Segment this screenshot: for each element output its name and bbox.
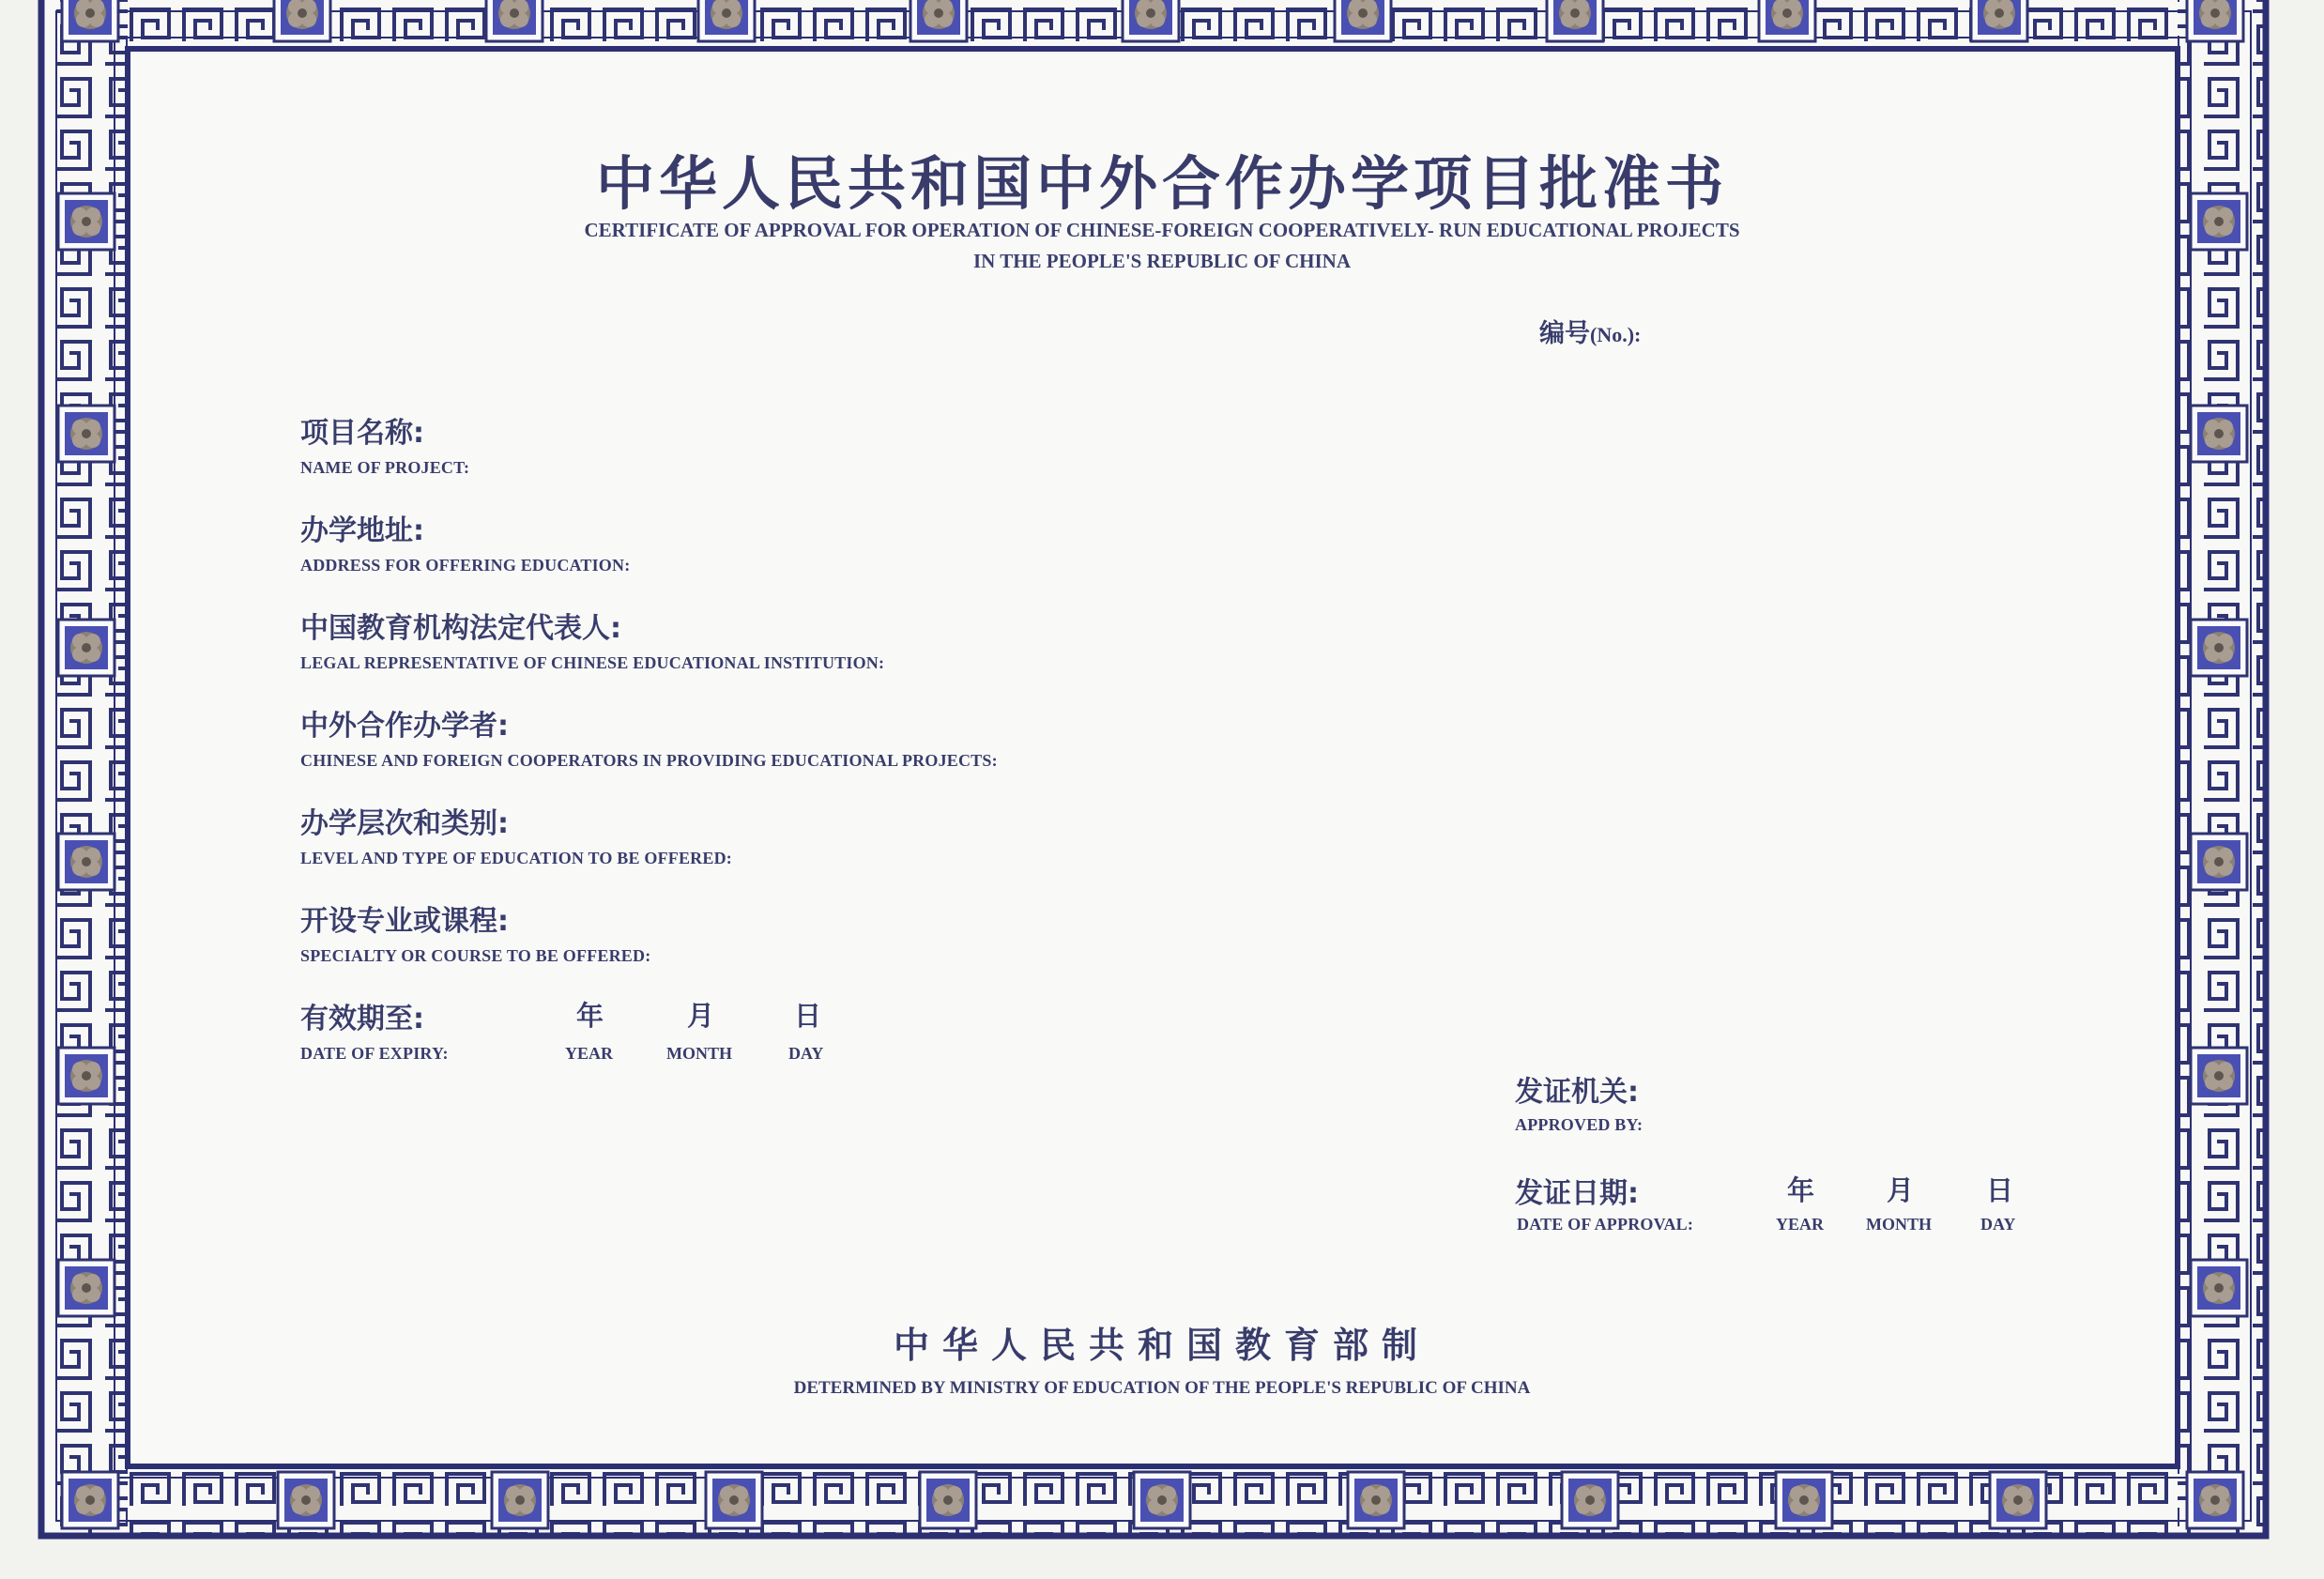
field-legal-representative-en: LEGAL REPRESENTATIVE OF CHINESE EDUCATIONAL INSTITUTION: (300, 653, 885, 672)
field-education-level-en: LEVEL AND TYPE OF EDUCATION TO BE OFFERED: (300, 849, 732, 867)
approval-date-cn: 发证日期: (1515, 1177, 1639, 1210)
field-education-level-cn: 办学层次和类别: (300, 807, 509, 840)
approval-day-en: DAY (1980, 1215, 2016, 1234)
border-medallion (2191, 620, 2247, 676)
border-medallion (2187, 0, 2243, 41)
expiry-day-en: DAY (788, 1044, 824, 1063)
certificate-title-cn: 中华人民共和国中外合作办学项目批准书 (595, 149, 1728, 218)
approved-by-en: APPROVED BY: (1515, 1115, 1644, 1134)
border-medallion (2187, 1472, 2243, 1528)
border-medallion (62, 0, 118, 41)
border-medallion (910, 0, 967, 41)
field-address-cn: 办学地址: (300, 514, 424, 547)
border-medallion (486, 0, 543, 41)
border-medallion (492, 1472, 548, 1528)
certificate-number-label (1539, 313, 1641, 349)
border-medallion (58, 1260, 115, 1316)
expiry-year-en: YEAR (565, 1044, 614, 1063)
number-label-cn: 编号 (1539, 319, 1590, 348)
border-medallion (2191, 1260, 2247, 1316)
field-expiry-en: DATE OF EXPIRY: (300, 1044, 449, 1063)
field-address-en: ADDRESS FOR OFFERING EDUCATION: (300, 556, 631, 575)
border-medallion (58, 834, 115, 890)
certificate-title-en-line2: IN THE PEOPLE'S REPUBLIC OF CHINA (973, 250, 1351, 272)
expiry-month-cn: 月 (687, 1000, 715, 1032)
approval-month-en: MONTH (1866, 1215, 1932, 1234)
border-medallion (1990, 1472, 2046, 1528)
certificate-title-en-line1: CERTIFICATE OF APPROVAL FOR OPERATION OF CHINESE-FOREIGN COOPERATIVELY- RUN EDUCATIONAL PROJECTS (584, 219, 1740, 241)
approval-year-cn: 年 (1787, 1174, 1815, 1206)
number-label-en: (No.): (1590, 323, 1642, 346)
expiry-month-en: MONTH (666, 1044, 732, 1063)
approval-day-cn: 日 (1986, 1174, 2014, 1206)
border-medallion (1562, 1472, 1618, 1528)
field-cooperators-cn: 中外合作办学者: (300, 710, 509, 743)
border-medallion (274, 0, 330, 41)
field-cooperators-en: CHINESE AND FOREIGN COOPERATORS IN PROVIDING EDUCATIONAL PROJECTS: (300, 751, 998, 770)
border-medallion (1134, 1472, 1190, 1528)
border-medallion (1348, 1472, 1404, 1528)
border-medallion (706, 1472, 762, 1528)
border-medallion (58, 1048, 115, 1104)
field-specialty-cn: 开设专业或课程: (300, 905, 509, 938)
field-project-name-cn: 项目名称: (300, 417, 424, 450)
field-legal-representative-cn: 中国教育机构法定代表人: (300, 612, 621, 645)
border-medallion (278, 1472, 334, 1528)
border-medallion (2191, 1048, 2247, 1104)
expiry-day-cn: 日 (794, 1000, 822, 1032)
issuer-en: DETERMINED BY MINISTRY OF EDUCATION OF THE PEOPLE'S REPUBLIC OF CHINA (793, 1378, 1531, 1398)
border-medallion (920, 1472, 976, 1528)
field-expiry-cn: 有效期至: (300, 1003, 424, 1035)
border-medallion (1776, 1472, 1832, 1528)
field-project-name-en: NAME OF PROJECT: (300, 458, 470, 477)
border-medallion (698, 0, 755, 41)
border-medallion (1759, 0, 1815, 41)
expiry-year-cn: 年 (576, 1000, 604, 1032)
approval-month-cn: 月 (1887, 1174, 1915, 1206)
approval-date-en: DATE OF APPROVAL: (1517, 1215, 1694, 1234)
border-medallion (1123, 0, 1179, 41)
issuer-cn: 中华人民共和国教育部制 (893, 1325, 1430, 1366)
border-medallion (1547, 0, 1603, 41)
border-medallion (62, 1472, 118, 1528)
border-medallion (1335, 0, 1391, 41)
border-medallion (2191, 834, 2247, 890)
approval-year-en: YEAR (1776, 1215, 1825, 1234)
border-medallion (58, 620, 115, 676)
border-medallion (2191, 406, 2247, 462)
approved-by-cn: 发证机关: (1515, 1076, 1639, 1109)
border-medallion (1971, 0, 2027, 41)
field-specialty-en: SPECIALTY OR COURSE TO BE OFFERED: (300, 946, 651, 965)
border-medallion (58, 406, 115, 462)
